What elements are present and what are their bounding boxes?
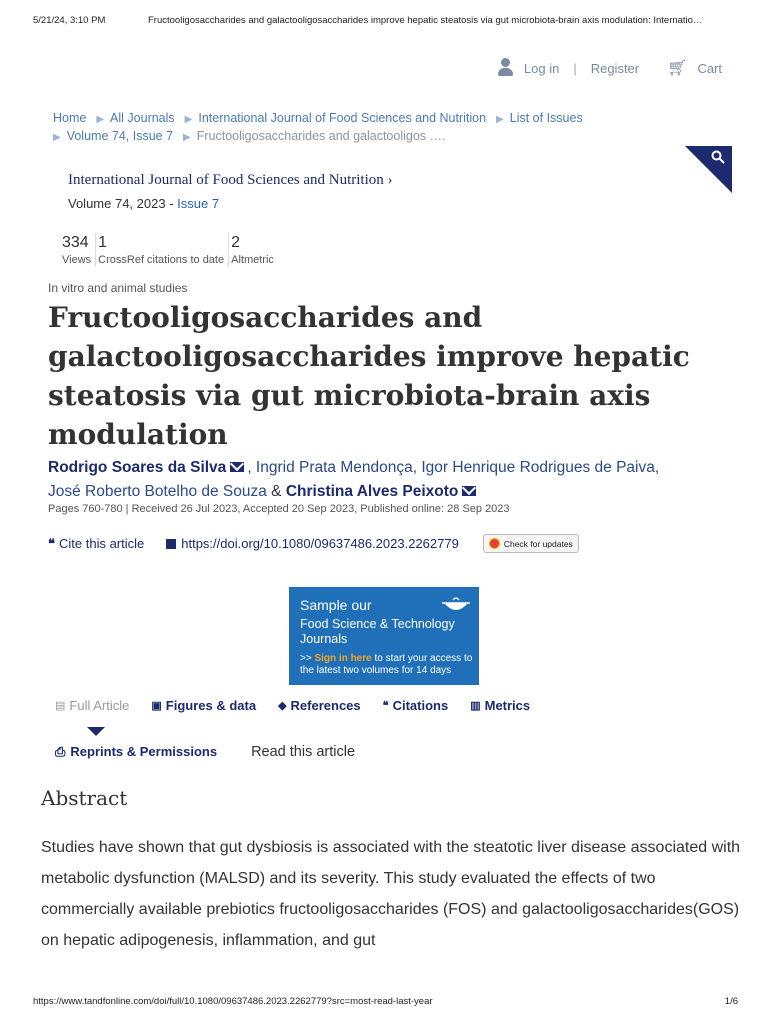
article-title: Fructooligosaccharides and galactooligosaccharides improve hepatic steatosis via gut microbiota-brain axis modulation [48,301,690,451]
volume-text: Volume 74, 2023 - [68,196,178,211]
author-link[interactable]: Christina Alves Peixoto [285,483,459,500]
tab-label: Metrics [484,698,531,713]
read-article-heading: Read this article [251,744,356,760]
doi-wrap [166,536,459,551]
issue-link[interactable]: Issue 7 [177,196,220,211]
print-footer [33,996,738,1007]
print-doc-title: Fructooligosaccharides and galactooligosaccharides improve hepatic steatosis via gut microbiota-brain axis modulation: Internatio… [148,15,703,26]
article-tabs [55,698,552,713]
tab-figures[interactable] [151,698,256,713]
author-list [48,456,738,504]
print-url: https://www.tandfonline.com/doi/full/10.1080/09637486.2023.2262779?src=most-read-last-year [33,996,433,1007]
print-header [33,15,738,26]
register-link[interactable]: Register [590,60,640,76]
publication-info: Pages 760-780 | Received 26 Jul 2023, Accepted 20 Sep 2023, Published online: 28 Sep 2023 [48,503,510,515]
promo-line1: Sample our [300,597,372,613]
breadcrumb-home[interactable]: Home [53,111,87,125]
metric-value: 1 [98,234,108,251]
chevron-right-icon: › [387,172,393,188]
promo-banner[interactable] [289,587,479,685]
promo-line2: Food Science & Technology Journals [300,617,455,646]
breadcrumb-current: Fructooligosaccharides and galactooligos …. [196,129,446,143]
tab-citations[interactable] [383,698,449,713]
tab-reprints[interactable] [55,744,217,760]
author-link[interactable]: Rodrigo Soares da Silva [48,459,227,476]
tab-label: References [290,698,361,713]
article-metrics [60,233,278,267]
abstract-heading: Abstract [41,786,128,810]
external-link-icon [166,539,176,549]
promo-signin-link[interactable]: Sign in here [314,653,372,664]
search-icon[interactable] [711,150,725,167]
check-updates-button[interactable] [483,534,579,553]
print-icon: ⎙ [55,744,66,759]
metric-altmetric[interactable] [229,233,278,267]
document-icon: ▤ [55,700,66,712]
email-icon[interactable] [462,486,476,496]
metric-value: 2 [231,234,241,251]
print-page-number: 1/6 [724,996,738,1007]
metric-value: 334 [62,234,89,251]
metric-views [60,233,96,267]
volume-info [68,196,219,211]
breadcrumb-volume[interactable]: Volume 74, Issue 7 [66,129,174,143]
tab-references[interactable] [278,698,361,713]
metric-crossref [96,233,229,267]
article-actions [48,534,579,553]
promo-line3 [300,653,475,677]
ampersand: & [266,483,286,500]
tab-label: Citations [392,698,449,713]
login-link[interactable]: Log in [523,60,560,76]
chevron-right-icon: ▶ [184,114,193,125]
chevron-right-icon: ▶ [96,114,105,125]
account-bar [498,58,722,78]
chevron-right-icon: ▶ [496,114,504,125]
tab-label: Full Article [69,698,130,713]
breadcrumb-issues[interactable]: List of Issues [509,111,583,125]
doi-link[interactable]: https://doi.org/10.1080/09637486.2023.2262779 [181,536,459,551]
active-tab-indicator [87,727,105,736]
image-icon: ▣ [151,700,162,712]
breadcrumb-journal[interactable]: International Journal of Food Sciences and Nutrition [198,111,487,125]
chevron-right-icon: ▶ [53,132,61,143]
journal-title-link[interactable] [68,172,393,189]
tab-label: Reprints & Permissions [70,744,218,759]
crossmark-icon [489,538,500,549]
bar-chart-icon: ▥ [470,700,481,712]
chevron-right-icon: ▶ [183,132,191,143]
cart-link[interactable]: Cart [697,60,722,76]
tab-label: Figures & data [165,698,257,713]
quote-icon: ❝ [382,700,389,712]
cite-article-link[interactable]: Cite this article [59,536,145,551]
promo-rest: to start your access to the latest two volumes for 14 days [300,653,473,676]
metric-label: Views [62,254,92,266]
article-section: In vitro and animal studies [48,281,188,295]
quote-icon: ❝ [48,535,55,551]
tab-metrics[interactable] [470,698,530,713]
tab-full-article[interactable] [55,698,129,713]
book-icon: ◆ [278,700,287,712]
metric-label: Altmetric [231,254,274,266]
metric-label: CrossRef citations to date [98,254,225,266]
journal-name[interactable]: International Journal of Food Sciences and Nutrition [68,172,384,188]
article-tabs-row2 [55,744,355,760]
email-icon[interactable] [230,462,244,472]
author-link[interactable]: José Roberto Botelho de Souza [48,483,267,500]
separator: | [573,60,577,76]
abstract-text: Studies have shown that gut dysbiosis is associated with the steatotic liver disease associated with metabolic dysfunction (MALSD) and its severity. This study evaluated the effects of two commercially available prebiotics fructooligosaccharides (FOS) and galactooligosaccharides(GOS) on hepatic adipogenesis, inflammation, and gut [41,839,741,949]
author-links[interactable]: , Ingrid Prata Mendonça, Igor Henrique Rodrigues de Paiva, [247,459,660,476]
promo-prefix: >> [300,653,315,664]
check-updates-label: Check for updates [503,538,573,549]
cart-icon[interactable]: 🛒︎ [667,60,688,77]
breadcrumb-all-journals[interactable]: All Journals [110,111,175,125]
user-icon [498,58,512,78]
breadcrumb [53,110,713,146]
bowl-icon [441,595,471,618]
print-datetime: 5/21/24, 3:10 PM [33,15,106,26]
